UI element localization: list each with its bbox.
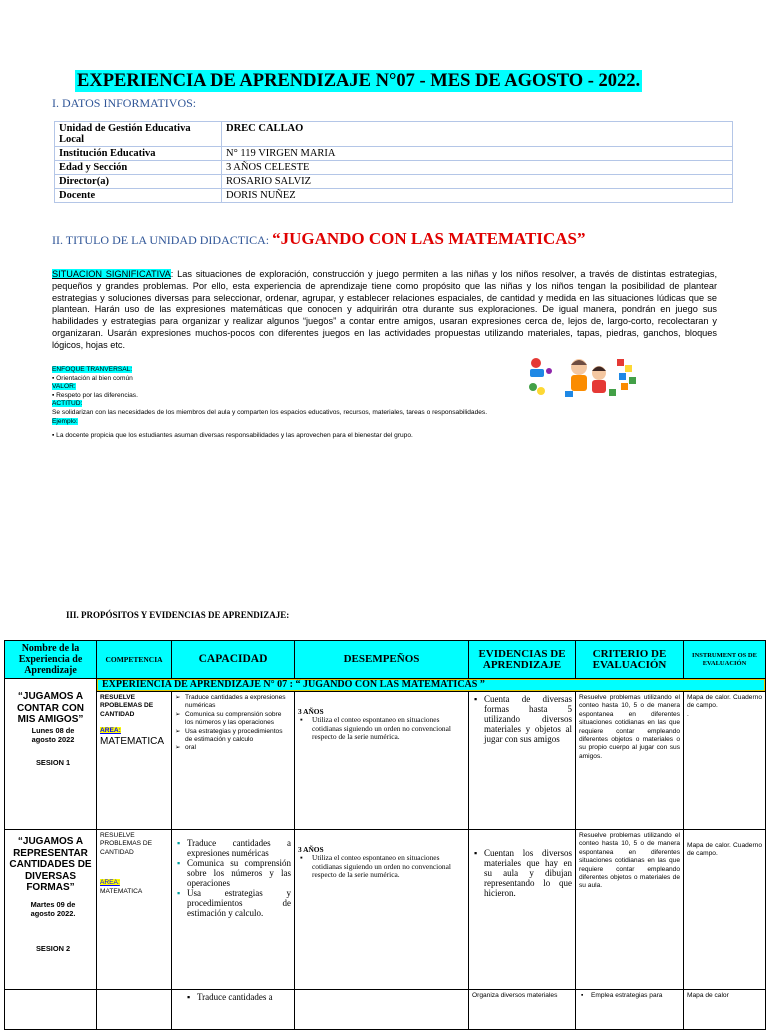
criterio-text: Resuelve problemas utilizando el conteo hasta 10, 5 o de manera espontanea en diferentes situaciones cotidianas en las que requiere contar empleando diferentes objetos o materiales de su aula. [579,832,680,890]
session-label: SESION 2 [36,943,71,953]
capacidad-cell [172,830,295,990]
valor-label: VALOR: [52,383,76,391]
evidencia-text: Organiza diversos materiales [472,992,558,999]
experience-name: “JUGAMOS A CONTAR CON MIS AMIGOS” [16,691,85,725]
section-2-heading [52,229,586,249]
table-header-row [5,641,766,679]
info-row [55,189,733,203]
instrumentos-text: Mapa de calor [687,992,729,999]
capacidad-item: ▪ Usa estrategias y procedimientos de estimación y calculo. [177,888,291,918]
situacion-label: SITUACION SIGNIFICATIVA [52,269,171,279]
area-label: AREA: [100,727,121,735]
desempeno-text: ▪ Utiliza el conteo espontaneo en situaciones cotidianas siguiendo un orden no convencional respecto de la serie numérica. [300,853,451,880]
ejemplo-text: ▪ La docente propicia que los estudiantes asuman diversas responsabilidades y las aprovechen para el bienestar del grupo. [52,432,413,440]
criterio-cell [576,830,684,990]
table-row [5,692,766,830]
info-key: Docente [55,189,222,203]
desempeno-text: ▪ Utiliza el conteo espontaneo en situaciones cotidianas siguiendo un orden no convencional respecto de la serie numérica. [300,715,451,742]
ejemplo-label: Ejemplo: [52,417,78,425]
info-value: 3 AÑOS CELESTE [222,161,733,175]
capacidad-item: ➢ oral [175,744,196,752]
instrumentos-cell [684,830,766,990]
experience-name-cell [5,830,97,990]
session-label: SESION 1 [36,757,71,767]
evidencia-cell [469,692,576,830]
criterio-text: ▪ Emplea estrategias para [581,992,663,999]
info-value: DREC CALLAO [222,122,733,147]
evidencia-text: ▪ Cuenta de diversas formas hasta 5 utilizando diversos materiales y objetos al jugar con sus amigos [474,694,572,744]
section-2-label: II. TITULO DE LA UNIDAD DIDACTICA: [52,233,273,247]
info-table [54,121,733,203]
col-header-instrumentos: INSTRUMENT OS DE EVALUACIÓN [684,641,766,679]
desempeno-cell [295,692,469,830]
instrumentos-cell [684,692,766,830]
info-key: Institución Educativa [55,147,222,161]
situacion-significativa [52,269,717,352]
enfoque-label: ENFOQUE TRANVERSAL: [52,366,133,373]
competencia-text: RESUELVE RPOBLEMAS DE CANTIDAD [100,694,154,718]
col-header-criterio: CRITERIO DE EVALUACIÓN [576,641,684,679]
capacidad-item: ➢ Comunica su comprensión sobre los números y las operaciones [175,710,282,727]
instrumentos-text: Mapa de calor. Cuaderno de campo. [687,694,762,710]
experience-date: Martes 09 de agosto 2022. [30,899,76,918]
section-1-heading: I. DATOS INFORMATIVOS: [52,96,197,110]
info-key: Unidad de Gestión Educativa Local [55,122,222,147]
purposes-table [4,640,766,1030]
capacidad-item: ➢ Usa estrategias y procedimientos de estimación y calculo [175,727,283,744]
desempeno-cell [295,830,469,990]
capacidad-cell [172,692,295,830]
enfoque-block [52,366,732,441]
capacidad-item: ➢ Traduce cantidades a expresiones numéricas [175,694,286,710]
capacidad-item: ▪ Traduce cantidades a [187,992,273,1002]
experience-name-cell [5,679,97,830]
competencia-cell [97,692,172,830]
col-header-competencia: COMPETENCIA [97,641,172,679]
info-key: Edad y Sección [55,161,222,175]
actitud-label: ACTITUD: [52,400,83,408]
experience-date: Lunes 08 de agosto 2022 [31,725,75,744]
competencia-cell [97,830,172,990]
competencia-text: RESUELVE PROBLEMAS DE CANTIDAD [100,832,153,856]
capacidad-item: ▪ Comunica su comprensión sobre los números y las operaciones [177,858,291,888]
col-header-desempenos: DESEMPEÑOS [295,641,469,679]
area-value: MATEMATICA [100,735,165,747]
info-value: ROSARIO SALVIZ [222,175,733,189]
info-row [55,175,733,189]
table-row [5,830,766,990]
subheader-cell [97,679,766,692]
actitud-text: Se solidarizan con las necesidades de los miembros del aula y comparten los espacios educativos, recursos, materiales, tareas o responsabilidades. [52,408,488,416]
situacion-text: : Las situaciones de exploración, construcción y juego permiten a las niñas y los niños resolver, a través de distintas estrategias, pequeños y grandes problemas. Por ello, esta experiencia de aprendizaje tiene como propósito que las niñas y los niños tengan la posibilidad de plantear estrategias y soluciones diversas para seleccionar, ordenar, agrupar, y establecer relaciones espaciales, de cantidad y medida en las situaciones lúdicas que se plantean. Harán uso de las expresiones matemáticas que conocen y adquirirán otra durante sus exploraciones. De igual manera, pondrán en juego sus habilidades y estrategias para organizar y realizar algunos “juegos” a contar entre amigos, usaran expresiones cerca de, lejos de, largo-corto, recolectaran y organizaran. Usarán expresiones muchos-pocos con diferentes juegos en las actividades propuestas utilizando materiales, tapas, piedras, ganchos, bloques lógicos, hojas etc. [52,269,717,350]
criterio-cell [576,692,684,830]
document-title: EXPERIENCIA DE APRENDIZAJE N°07 - MES DE AGOSTO - 2022. [77,71,641,91]
section-3-heading: III. PROPÓSITOS Y EVIDENCIAS DE APRENDIZAJE: [66,610,290,620]
info-row [55,122,733,147]
edad-label: 3 AÑOS [298,707,324,716]
instrumentos-text: Mapa de calor. Cuaderno de campo. [687,842,762,858]
enfoque-item: ▪ Orientación al bien común [52,374,133,382]
experience-name: “JUGAMOS A REPRESENTAR CANTIDADES DE DIVERSAS FORMAS” [9,836,92,893]
unit-title: “JUGANDO CON LAS MATEMATICAS” [272,229,586,248]
info-row [55,161,733,175]
edad-label: 3 AÑOS [298,845,324,854]
info-key: Director(a) [55,175,222,189]
criterio-text: Resuelve problemas utilizando el conteo hasta 10, 5 o de manera espontanea en diferentes situaciones cotidianas en las que requiere contar empleando diferentes objetos o materiales o su propio cuerpo al jugar con sus amigos. [579,694,680,760]
table-subheader-row [5,679,766,692]
info-value: N° 119 VIRGEN MARIA [222,147,733,161]
evidencia-cell [469,830,576,990]
evidencia-text: ▪ Cuentan los diversos materiales que hay en su aula y dibujan representando lo que hicieron. [474,848,572,898]
area-value: MATEMATICA [100,887,143,895]
info-value: DORIS NUÑEZ [222,189,733,203]
col-header-nombre: Nombre de la Experiencia de Aprendizaje [5,641,97,679]
instrumentos-extra: . [687,710,689,718]
info-row [55,147,733,161]
subheader-bar: EXPERIENCIA DE APRENDIZAJE N° 07 : “ JUGANDO CON LAS MATEMATICAS ” [97,679,765,691]
valor-text: ▪ Respeto por las diferencias. [52,391,138,399]
col-header-evidencias: EVIDENCIAS DE APRENDIZAJE [469,641,576,679]
area-label: AREA: [100,879,120,887]
col-header-capacidad: CAPACIDAD [172,641,295,679]
capacidad-item: ▪ Traduce cantidades a expresiones numéricas [177,838,291,858]
